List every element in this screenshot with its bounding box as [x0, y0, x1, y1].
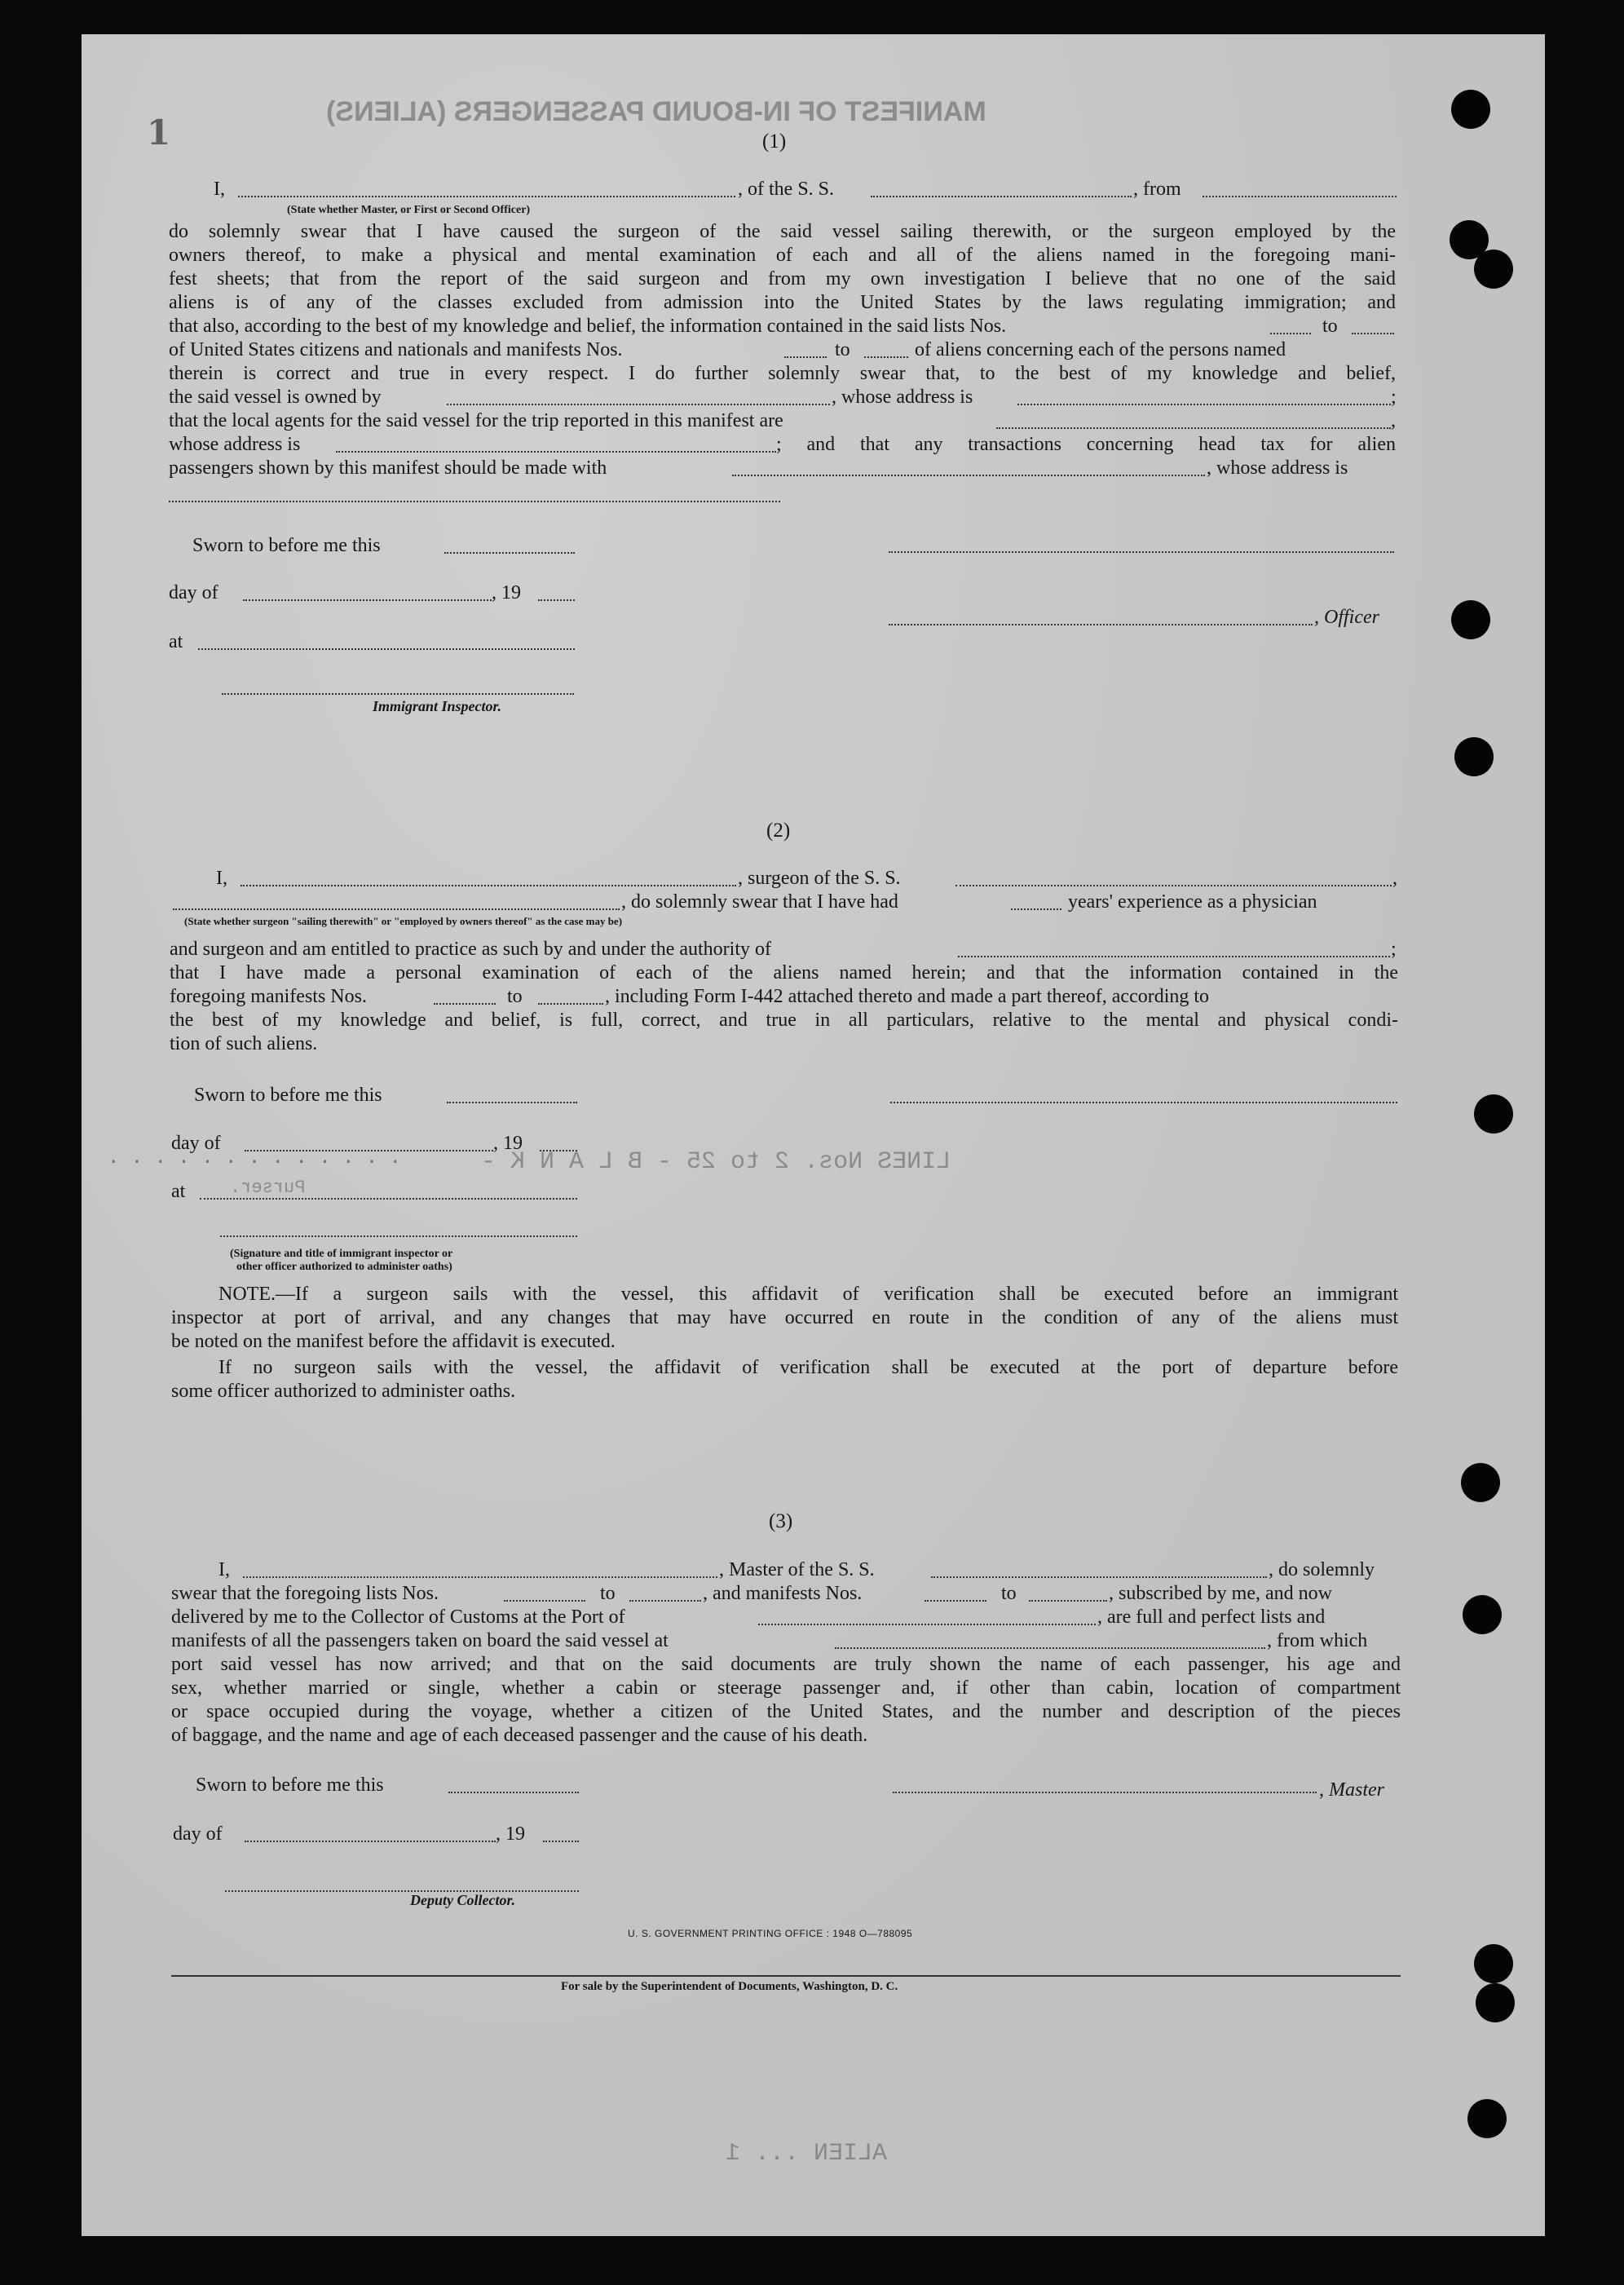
s1-line-11: whose address is	[169, 434, 301, 455]
s2-note-4: If no surgeon sails with the vessel, the affidavit of verification shall be executed at the port of departure before	[218, 1357, 1398, 1378]
s3-line-1-ss: , Master of the S. S.	[719, 1559, 875, 1580]
s3-line-2: swear that the foregoing lists Nos.	[171, 1583, 439, 1604]
s2-line-6: the best of my knowledge and belief, is full, correct, and true in all particulars, relative to the mental and physical condi-	[170, 1010, 1398, 1031]
s2-manifest-from-field[interactable]	[434, 1003, 496, 1005]
s2-surgeon-status-field[interactable]	[173, 908, 620, 910]
s1-year-label: , 19	[492, 582, 521, 603]
s2-line-5-to: to	[507, 986, 523, 1007]
s1-officer-label: , Officer	[1314, 607, 1379, 628]
s3-line-3: delivered by me to the Collector of Customs at the Port of	[171, 1607, 625, 1628]
s1-line-10: that the local agents for the said vessel for the trip reported in this manifest are	[169, 410, 783, 431]
s1-vessel-field[interactable]	[871, 196, 1132, 197]
section-1-number: (1)	[762, 130, 787, 152]
s3-port-field[interactable]	[758, 1624, 1096, 1625]
s1-line-9: the said vessel is owned by	[169, 387, 382, 408]
s2-line-5-c: , including Form I-442 attached thereto and made a part thereof, according to	[605, 986, 1210, 1007]
s3-line-2-to2: to	[1001, 1583, 1017, 1604]
s3-line-4-b: , from which	[1267, 1630, 1368, 1651]
punch-hole	[1474, 250, 1513, 289]
s3-line-2-c: , and manifests Nos.	[703, 1583, 863, 1604]
s2-sworn-label: Sworn to before me this	[194, 1085, 382, 1106]
s3-line-2-e: , subscribed by me, and now	[1109, 1583, 1332, 1604]
s1-line-9-address: , whose address is	[832, 387, 973, 408]
s1-sworn-field[interactable]	[444, 552, 575, 554]
stamp-dots: · · · · · · · · · · · · ·	[108, 1151, 402, 1173]
s3-manifests-to-field[interactable]	[1029, 1600, 1107, 1602]
s3-deputy-sign-field[interactable]	[225, 1890, 579, 1892]
bleed-through-header: MANIFEST OF IN-BOUND PASSENGERS (ALIENS)	[326, 96, 986, 127]
s3-line-2-to: to	[600, 1583, 616, 1604]
s3-year-field[interactable]	[543, 1841, 579, 1842]
s1-at-label: at	[169, 631, 183, 652]
s3-line-1-c: , do solemnly	[1269, 1559, 1375, 1580]
s1-line-7-to: to	[835, 339, 850, 360]
s2-line-1-i: I,	[216, 868, 227, 889]
s2-note-5: some officer authorized to administer oaths.	[171, 1381, 516, 1402]
punch-hole	[1476, 1983, 1515, 2022]
s2-surgeon-note: (State whether surgeon "sailing therewith" or "employed by owners thereof" as the case may be)	[184, 915, 623, 927]
punch-hole	[1467, 2099, 1507, 2138]
s1-owner-address-field[interactable]	[1017, 404, 1391, 405]
s2-sworn-field[interactable]	[447, 1102, 577, 1103]
s2-line-1-end: ,	[1392, 868, 1397, 889]
s3-lists-from-field[interactable]	[504, 1600, 585, 1602]
s2-authority-field[interactable]	[958, 956, 1390, 957]
s3-sworn-field[interactable]	[448, 1792, 579, 1793]
s1-sworn-label: Sworn to before me this	[192, 535, 381, 556]
s2-line-5: foregoing manifests Nos.	[170, 986, 367, 1007]
s1-head-tax-address-field[interactable]	[169, 501, 780, 502]
s2-line-4: that I have made a personal examination of each of the aliens named herein; and that the information contained in the	[170, 962, 1398, 983]
s1-line-5: aliens is of any of the classes excluded from admission into the United States by the laws regulating immigration; and	[169, 292, 1396, 313]
s2-day-field[interactable]	[245, 1150, 493, 1151]
s2-years-field[interactable]	[1011, 908, 1061, 910]
s1-line-9-end: ;	[1391, 387, 1397, 408]
s1-line-1-ss: , of the S. S.	[738, 179, 835, 200]
s1-lists-from-field[interactable]	[1270, 333, 1311, 334]
for-sale-line: For sale by the Superintendent of Documents, Washington, D. C.	[561, 1980, 898, 1993]
s2-year-field[interactable]	[540, 1150, 577, 1151]
s3-deputy-label: Deputy Collector.	[410, 1892, 515, 1908]
punch-hole	[1451, 90, 1490, 129]
s1-line-7: of United States citizens and nationals and manifests Nos.	[169, 339, 623, 360]
printing-office-imprint: U. S. GOVERNMENT PRINTING OFFICE : 1948 O—788095	[628, 1928, 913, 1939]
s2-at-label: at	[171, 1181, 186, 1202]
s1-manifests-from-field[interactable]	[784, 356, 827, 358]
s2-surgeon-name-field[interactable]	[241, 885, 736, 886]
s1-line-12-b: , whose address is	[1207, 457, 1348, 479]
s1-head-tax-field[interactable]	[732, 475, 1205, 476]
s1-line-8: therein is correct and true in every respect. I do further solemnly swear that, to the best of my knowledge and belief,	[169, 363, 1396, 384]
s3-year-label: , 19	[496, 1823, 525, 1845]
s1-agents-field[interactable]	[996, 427, 1391, 429]
section-2-number: (2)	[766, 820, 791, 842]
s1-line-12: passengers shown by this manifest should be made with	[169, 457, 607, 479]
s1-agents-address-field[interactable]	[336, 451, 776, 453]
s2-sig-note-2: other officer authorized to administer oaths)	[236, 1261, 452, 1273]
s1-officer-note: (State whether Master, or First or Second Officer)	[287, 204, 531, 216]
s3-line-3-b: , are full and perfect lists and	[1097, 1607, 1326, 1628]
s1-line-4: fest sheets; that from the report of the said surgeon and from my own investigation I believe that no one of the said	[169, 268, 1396, 289]
s2-inspector-sign-field[interactable]	[220, 1235, 577, 1237]
s3-manifests-from-field[interactable]	[925, 1600, 986, 1602]
s2-vessel-field[interactable]	[955, 885, 1392, 886]
s1-inspector-sign-field[interactable]	[222, 693, 574, 695]
s2-line-2: , do solemnly swear that I have had	[621, 891, 898, 913]
s1-line-10-end: ,	[1391, 410, 1396, 431]
s3-line-1-i: I,	[218, 1559, 230, 1580]
s3-sworn-label: Sworn to before me this	[196, 1775, 384, 1796]
s3-master-sign-field[interactable]	[893, 1792, 1317, 1793]
s2-note-1: NOTE.—If a surgeon sails with the vessel, this affidavit of verification shall be executed before an immigrant	[218, 1284, 1398, 1305]
s1-lists-to-field[interactable]	[1352, 333, 1394, 334]
s2-line-7: tion of such aliens.	[170, 1033, 318, 1054]
punch-hole	[1451, 600, 1490, 639]
stamp-lines-blank: LINES Nos. 2 to 25 - B L A N K -	[481, 1148, 951, 1176]
s3-line-6: sex, whether married or single, whether a cabin or steerage passenger and, if other than cabin, location of compartment	[171, 1677, 1401, 1699]
s1-day-of-label: day of	[169, 582, 218, 603]
s3-line-8: of baggage, and the name and age of each deceased passenger and the cause of his death.	[171, 1725, 868, 1746]
s3-lists-to-field[interactable]	[629, 1600, 701, 1602]
s1-from-field[interactable]	[1203, 196, 1397, 197]
s1-line-1-from: , from	[1133, 179, 1181, 200]
s1-officer-sign-field[interactable]	[889, 624, 1313, 625]
handwritten-mark: 1	[147, 113, 171, 152]
s1-manifests-to-field[interactable]	[864, 356, 908, 358]
s3-master-name-field[interactable]	[243, 1576, 717, 1578]
punch-hole	[1474, 1094, 1513, 1134]
s3-line-7: or space occupied during the voyage, whether a citizen of the United States, and the number and description of the pieces	[171, 1701, 1401, 1722]
s1-day-field[interactable]	[243, 599, 492, 601]
s1-line-6: that also, according to the best of my knowledge and belief, the information contained in the said lists Nos.	[169, 316, 1007, 337]
s2-manifest-to-field[interactable]	[538, 1003, 603, 1005]
s2-line-1-ss: , surgeon of the S. S.	[738, 868, 901, 889]
s1-signature-line[interactable]	[889, 551, 1394, 553]
s3-boarding-port-field[interactable]	[835, 1647, 1265, 1649]
s2-surgeon-sign-field[interactable]	[890, 1102, 1397, 1103]
punch-hole	[1461, 1463, 1500, 1502]
s3-vessel-field[interactable]	[931, 1576, 1267, 1578]
s1-owner-field[interactable]	[447, 404, 830, 405]
section-3-number: (3)	[769, 1510, 793, 1532]
s3-line-5: port said vessel has now arrived; and that on the said documents are truly shown the name of each passenger, his age and	[171, 1654, 1401, 1675]
punch-hole	[1474, 1944, 1513, 1983]
s1-at-field[interactable]	[198, 648, 575, 650]
stamp-purser: Purser.	[230, 1178, 306, 1198]
s3-day-field[interactable]	[245, 1841, 496, 1842]
s2-year-label: , 19	[493, 1133, 523, 1154]
s1-line-7-c: of aliens concerning each of the persons named	[915, 339, 1286, 360]
s1-line-3: owners thereof, to make a physical and mental examination of each and all of the aliens named in the foregoing mani-	[169, 245, 1396, 266]
s1-line-11-b: ; and that any transactions concerning head tax for alien	[776, 434, 1396, 455]
punch-hole	[1463, 1595, 1502, 1634]
s1-inspector-label: Immigrant Inspector.	[373, 698, 502, 714]
punch-hole	[1454, 737, 1494, 776]
s2-line-3: and surgeon and am entitled to practice as such by and under the authority of	[170, 939, 771, 960]
s3-day-of-label: day of	[173, 1823, 223, 1845]
s2-line-2-b: years' experience as a physician	[1068, 891, 1317, 913]
s3-line-4: manifests of all the passengers taken on board the said vessel at	[171, 1630, 669, 1651]
s2-at-field[interactable]	[200, 1198, 577, 1200]
s1-line-6-to: to	[1322, 316, 1338, 337]
s1-line-1-i: I,	[214, 179, 225, 200]
footer-stamp-alien: ALIEN ... 1	[726, 2140, 888, 2168]
s1-officer-name-field[interactable]	[238, 196, 735, 197]
s2-sig-note-1: (Signature and title of immigrant inspector or	[230, 1248, 453, 1260]
s3-master-label: , Master	[1319, 1779, 1384, 1801]
s2-line-3-end: ;	[1391, 939, 1397, 960]
s2-day-of-label: day of	[171, 1133, 221, 1154]
s1-year-field[interactable]	[538, 599, 575, 601]
s2-note-3: be noted on the manifest before the affidavit is executed.	[171, 1331, 616, 1352]
footer-rule	[171, 1975, 1401, 1977]
s2-note-2: inspector at port of arrival, and any changes that may have occurred en route in the condition of any of the aliens must	[171, 1307, 1398, 1328]
s1-line-2: do solemnly swear that I have caused the surgeon of the said vessel sailing therewith, or the surgeon employed by the	[169, 221, 1396, 242]
